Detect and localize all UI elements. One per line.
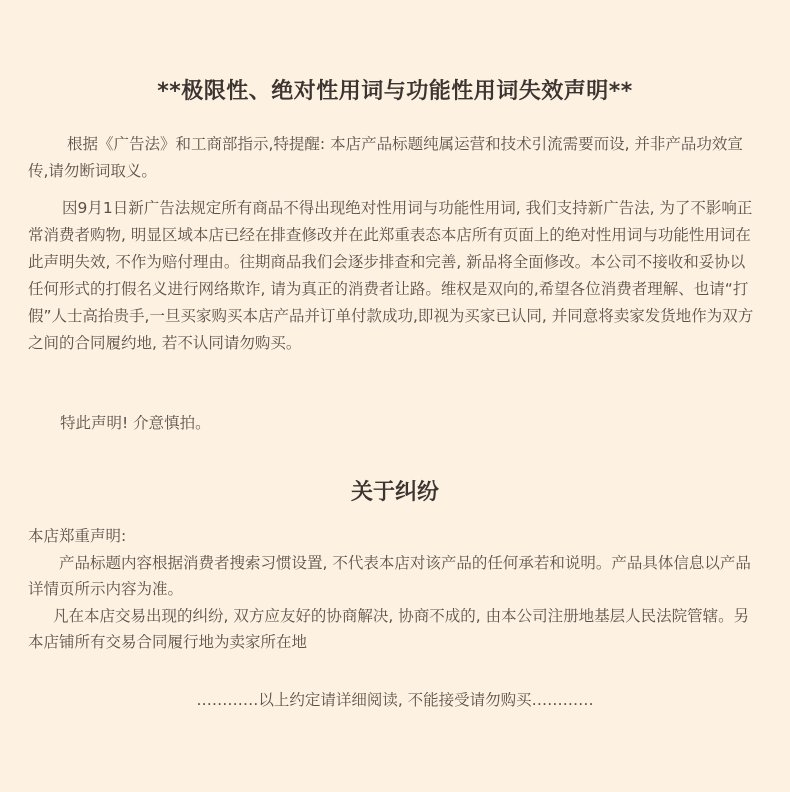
dispute-paragraph-title-content: 产品标题内容根据消费者搜索习惯设置, 不代表本店对该产品的任何承若和说明。产品具体信息以产品详情页所示内容为准。	[28, 554, 751, 598]
disclaimer-paragraph-notice: 根据《广告法》和工商部指示,特提醒: 本店产品标题纯属运营和技术引流需要而设, 并非产品功效宣传,请勿断词取义。	[28, 135, 743, 180]
dispute-paragraph-jurisdiction: 凡在本店交易出现的纠纷, 双方应友好的协商解决, 协商不成的, 由本公司注册地基层人民法院管辖。另本店铺所有交易合同履行地为卖家所在地	[28, 607, 750, 651]
footer-notice: …………以上约定请详细阅读, 不能接受请勿购买…………	[196, 691, 594, 709]
disclaimer-title: **极限性、绝对性用词与功能性用词失效声明**	[157, 79, 633, 104]
disclaimer-paragraph-statement: 特此声明! 介意慎拍。	[60, 414, 211, 432]
dispute-title: 关于纠纷	[350, 480, 439, 505]
dispute-intro: 本店郑重声明:	[28, 527, 127, 545]
disclaimer-paragraph-policy: 因9月1日新广告法规定所有商品不得出现绝对性用词与功能性用词, 我们支持新广告法, 为了不影响正常消费者购物, 明显区域本店已经在排查修改并在此郑重表态本店所有页面上的绝对性用词与功能性用词在此声明失效, 不作为赔付理由。往期商品我们会逐步排查和完善, 新品将全面修改。本公司不接收和妥协以任何形式的打假名义进行网络欺诈, 请为真正的消费者让路。维权是双向的,希望各位消费者理解、也请“打假”人士高抬贵手,一旦买家购买本店产品并订单付款成功,即视为买家已认同, 并同意将卖家发货地作为双方之间的合同履约地, 若不认同请勿购买。	[28, 199, 754, 352]
